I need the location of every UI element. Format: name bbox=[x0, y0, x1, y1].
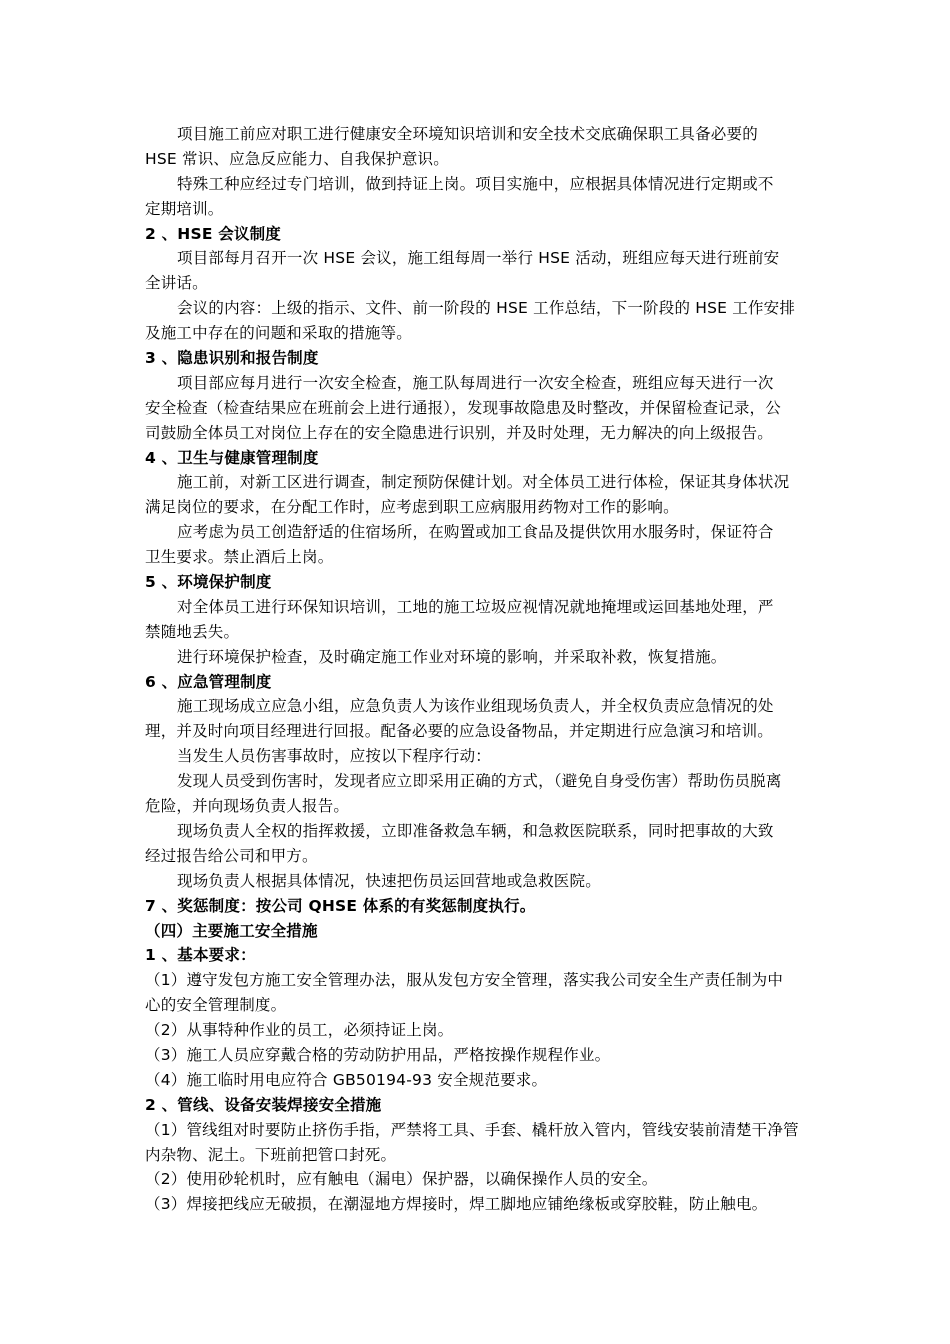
section-heading: 2 、管线、设备安装焊接安全措施 bbox=[145, 1095, 382, 1114]
paragraph-line: 禁随地丢失。 bbox=[145, 622, 240, 641]
paragraph-line: （1）遵守发包方施工安全管理办法，服从发包方安全管理，落实我公司安全生产责任制为中 bbox=[145, 971, 784, 990]
paragraph-line: 内杂物、泥土。下班前把管口封死。 bbox=[145, 1145, 397, 1164]
paragraph-line: 施工现场成立应急小组，应急负责人为该作业组现场负责人，并全权负责应急情况的处 bbox=[177, 697, 774, 716]
section-heading: 1 、基本要求： bbox=[145, 946, 256, 965]
paragraph-line: 当发生人员伤害事故时，应按以下程序行动： bbox=[177, 747, 492, 766]
paragraph-line: 对全体员工进行环保知识培训，工地的施工垃圾应视情况就地掩埋或运回基地处理，严 bbox=[177, 597, 774, 616]
section-heading: 4 、卫生与健康管理制度 bbox=[145, 448, 319, 467]
paragraph-line: 安全检查（检查结果应在班前会上进行通报），发现事故隐患及时整改，并保留检查记录，公 bbox=[145, 398, 781, 417]
paragraph-line: 全讲话。 bbox=[145, 274, 208, 293]
paragraph-line: 项目部每月召开一次 HSE 会议，施工组每周一举行 HSE 活动，班组应每天进行班前安 bbox=[177, 249, 780, 268]
paragraph-line: （3）施工人员应穿戴合格的劳动防护用品，严格按操作规程作业。 bbox=[145, 1045, 611, 1064]
paragraph-line: 进行环境保护检查，及时确定施工作业对环境的影响，并采取补救，恢复措施。 bbox=[177, 647, 727, 666]
paragraph-line: 会议的内容：上级的指示、文件、前一阶段的 HSE 工作总结，下一阶段的 HSE 工作安排 bbox=[177, 299, 796, 318]
paragraph-line: 及施工中存在的问题和采取的措施等。 bbox=[145, 324, 412, 343]
paragraph-line: 理，并及时向项目经理进行回报。配备必要的应急设备物品，并定期进行应急演习和培训。 bbox=[145, 722, 774, 741]
section-heading: 7 、奖惩制度：按公司 QHSE 体系的有奖惩制度执行。 bbox=[145, 896, 536, 915]
paragraph-line: （4）施工临时用电应符合 GB50194-93 安全规范要求。 bbox=[145, 1070, 548, 1089]
paragraph-line: 危险，并向现场负责人报告。 bbox=[145, 797, 350, 816]
paragraph-line: 特殊工种应经过专门培训，做到持证上岗。项目实施中，应根据具体情况进行定期或不 bbox=[177, 174, 774, 193]
paragraph-line: 施工前，对新工区进行调查，制定预防保健计划。对全体员工进行体检，保证其身体状况 bbox=[177, 473, 790, 492]
paragraph-line: 现场负责人根据具体情况，快速把伤员运回营地或急救医院。 bbox=[177, 871, 601, 890]
paragraph-line: 项目施工前应对职工进行健康安全环境知识培训和安全技术交底确保职工具备必要的 bbox=[177, 125, 758, 143]
paragraph-line: HSE 常识、应急反应能力、自我保护意识。 bbox=[145, 149, 449, 168]
section-heading: 3 、隐患识别和报告制度 bbox=[145, 349, 319, 368]
section-heading: （四）主要施工安全措施 bbox=[145, 921, 318, 940]
paragraph-line: 心的安全管理制度。 bbox=[145, 996, 287, 1015]
paragraph-line: 满足岗位的要求，在分配工作时，应考虑到职工应病服用药物对工作的影响。 bbox=[145, 498, 679, 517]
paragraph-line: （2）从事特种作业的员工，必须持证上岗。 bbox=[145, 1021, 454, 1040]
paragraph-line: （2）使用砂轮机时，应有触电（漏电）保护器，以确保操作人员的安全。 bbox=[145, 1170, 658, 1189]
section-heading: 6 、应急管理制度 bbox=[145, 672, 272, 691]
paragraph-line: 项目部应每月进行一次安全检查，施工队每周进行一次安全检查，班组应每天进行一次 bbox=[177, 373, 774, 392]
paragraph-line: （1）管线组对时要防止挤伤手指，严禁将工具、手套、橇杆放入管内，管线安装前清楚干净管 bbox=[145, 1120, 799, 1139]
paragraph-line: 卫生要求。禁止酒后上岗。 bbox=[145, 548, 334, 567]
paragraph-line: 定期培训。 bbox=[145, 199, 224, 218]
section-heading: 2 、HSE 会议制度 bbox=[145, 224, 282, 243]
paragraph-line: 现场负责人全权的指挥救援，立即准备救急车辆，和急救医院联系，同时把事故的大致 bbox=[177, 821, 774, 840]
paragraph-line: 经过报告给公司和甲方。 bbox=[145, 846, 318, 865]
paragraph-line: （3）焊接把线应无破损，在潮湿地方焊接时，焊工脚地应铺绝缘板或穿胶鞋，防止触电。 bbox=[145, 1195, 768, 1214]
paragraph-line: 发现人员受到伤害时，发现者应立即采用正确的方式，（避免自身受伤害）帮助伤员脱离 bbox=[177, 772, 782, 791]
section-heading: 5 、环境保护制度 bbox=[145, 573, 272, 592]
paragraph-line: 司鼓励全体员工对岗位上存在的安全隐患进行识别，并及时处理，无力解决的向上级报告。 bbox=[145, 423, 774, 442]
paragraph-line: 应考虑为员工创造舒适的住宿场所，在购置或加工食品及提供饮用水服务时，保证符合 bbox=[177, 523, 774, 542]
